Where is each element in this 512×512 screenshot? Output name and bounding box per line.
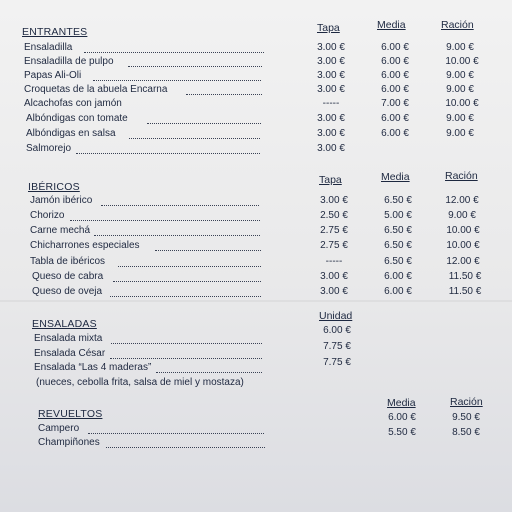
price-unidad: 7.75 € [323, 341, 351, 352]
price-tapa: 3.00 € [317, 128, 345, 139]
price-tapa: 3.00 € [317, 143, 345, 154]
item-name: Chorizo [30, 210, 65, 221]
price-tapa: 3.00 € [317, 113, 345, 124]
price-racion: 10.00 € [446, 225, 480, 236]
menu-item [0, 84, 512, 98]
menu-item [0, 113, 512, 127]
price-tapa: 2.50 € [320, 210, 348, 221]
item-name: Jamón ibérico [30, 195, 93, 206]
menu-item [0, 341, 512, 362]
price-media: 7.00 € [381, 98, 409, 109]
item-name: Albóndigas en salsa [26, 128, 116, 139]
column-header-media: Media [387, 397, 416, 409]
item-name: Croquetas de la abuela Encarna [24, 84, 168, 95]
dot-leader [106, 446, 265, 448]
item-name: Papas Ali-Oli [24, 70, 82, 81]
item-name: Ensalada “Las 4 maderas” [34, 362, 152, 373]
price-media: 6.00 € [384, 286, 412, 297]
menu-item [0, 128, 512, 142]
price-tapa: 3.00 € [320, 271, 348, 282]
price-racion: 9.00 € [446, 70, 474, 81]
price-media: 6.50 € [384, 240, 412, 251]
price-tapa: 2.75 € [320, 225, 348, 236]
price-racion: 12.00 € [445, 195, 479, 206]
price-racion: 9.00 € [446, 128, 474, 139]
item-name: Chicharrones especiales [30, 240, 140, 251]
price-tapa: 2.75 € [320, 240, 348, 251]
dot-leader [147, 122, 261, 124]
menu-item [0, 195, 512, 209]
column-header-unidad: Unidad [319, 310, 353, 322]
price-media: 5.50 € [388, 427, 416, 438]
price-tapa: 3.00 € [320, 286, 348, 297]
menu-item [0, 210, 512, 224]
price-racion: 10.00 € [446, 240, 480, 251]
dot-leader [110, 357, 262, 359]
price-tapa: 3.00 € [320, 195, 348, 206]
price-racion: 9.00 € [446, 42, 474, 53]
price-media: 6.00 € [381, 113, 409, 124]
item-name: Queso de cabra [32, 271, 104, 282]
column-header-tapa: Tapa [319, 174, 342, 186]
section-title: ENTRANTES [22, 26, 88, 38]
dot-leader [118, 265, 261, 267]
price-media: 6.00 € [381, 128, 409, 139]
price-tapa: 3.00 € [317, 42, 345, 53]
item-name: Champiñones [38, 437, 100, 448]
menu-item [0, 240, 512, 254]
dot-leader [155, 249, 261, 251]
dot-leader [70, 219, 260, 221]
price-media: 6.50 € [384, 195, 412, 206]
price-unidad: 7.75 € [323, 357, 351, 368]
price-tapa: ----- [322, 98, 340, 109]
menu-item [0, 225, 512, 239]
price-media: 6.50 € [384, 256, 412, 267]
dot-leader [156, 371, 262, 373]
item-name: Alcachofas con jamón [24, 98, 122, 109]
price-tapa: 3.00 € [317, 56, 345, 67]
price-racion: 8.50 € [452, 427, 480, 438]
item-name: Ensalada mixta [34, 333, 103, 344]
section-title: REVUELTOS [38, 408, 103, 420]
menu-item [0, 56, 512, 70]
price-tapa: 3.00 € [317, 70, 345, 81]
price-tapa: 3.00 € [317, 84, 345, 95]
item-name: Albóndigas con tomate [26, 113, 128, 124]
price-racion: 9.00 € [446, 113, 474, 124]
menu-item [0, 98, 512, 112]
dot-leader [113, 280, 261, 282]
dot-leader [88, 432, 264, 434]
column-header-media: Media [381, 171, 410, 183]
price-unidad: 6.00 € [323, 325, 351, 336]
item-name: Ensalada César [34, 348, 106, 359]
dot-leader [110, 295, 261, 297]
price-media: 6.00 € [381, 84, 409, 95]
price-media: 5.00 € [384, 210, 412, 221]
menu-item [0, 256, 512, 270]
section-title: ENSALADAS [32, 318, 97, 330]
salad-description: (nueces, cebolla frita, salsa de miel y mostaza) [36, 377, 244, 388]
section-title: IBÉRICOS [28, 181, 80, 193]
price-racion: 9.50 € [452, 412, 480, 423]
item-name: Carne mechá [30, 225, 91, 236]
column-header-media: Media [377, 19, 406, 31]
dot-leader [94, 234, 260, 236]
price-racion: 11.50 € [448, 271, 482, 282]
item-name: Campero [38, 423, 80, 434]
item-name: Tabla de ibéricos [30, 256, 106, 267]
menu-item [0, 42, 512, 56]
item-name: Salmorejo [26, 143, 72, 154]
price-racion: 9.00 € [448, 210, 476, 221]
price-racion: 12.00 € [446, 256, 480, 267]
price-tapa: ----- [325, 256, 343, 267]
price-media: 6.00 € [381, 56, 409, 67]
menu-item [0, 357, 512, 376]
dot-leader [128, 65, 262, 67]
price-media: 6.50 € [384, 225, 412, 236]
price-media: 6.00 € [381, 42, 409, 53]
menu-item [0, 325, 512, 347]
column-header-racion: Ración [441, 19, 474, 31]
dot-leader [111, 342, 262, 344]
menu-item [0, 70, 512, 84]
menu-item [0, 143, 512, 157]
menu-item [0, 286, 512, 300]
price-racion: 10.00 € [445, 56, 479, 67]
column-header-tapa: Tapa [317, 22, 340, 34]
dot-leader [129, 137, 260, 139]
item-name: Ensaladilla [24, 42, 73, 53]
dot-leader [186, 93, 262, 95]
price-media: 6.00 € [384, 271, 412, 282]
item-name: Queso de oveja [32, 286, 103, 297]
dot-leader [84, 51, 264, 53]
dot-leader [76, 152, 260, 154]
dot-leader [101, 204, 259, 206]
item-name: Ensaladilla de pulpo [24, 56, 114, 67]
price-media: 6.00 € [381, 70, 409, 81]
price-racion: 10.00 € [445, 98, 479, 109]
column-header-racion: Ración [450, 396, 483, 408]
price-racion: 11.50 € [448, 286, 482, 297]
menu-item [0, 271, 512, 285]
price-racion: 9.00 € [446, 84, 474, 95]
paper-fold [0, 300, 512, 302]
dot-leader [93, 79, 261, 81]
column-header-racion: Ración [445, 170, 478, 182]
price-media: 6.00 € [388, 412, 416, 423]
